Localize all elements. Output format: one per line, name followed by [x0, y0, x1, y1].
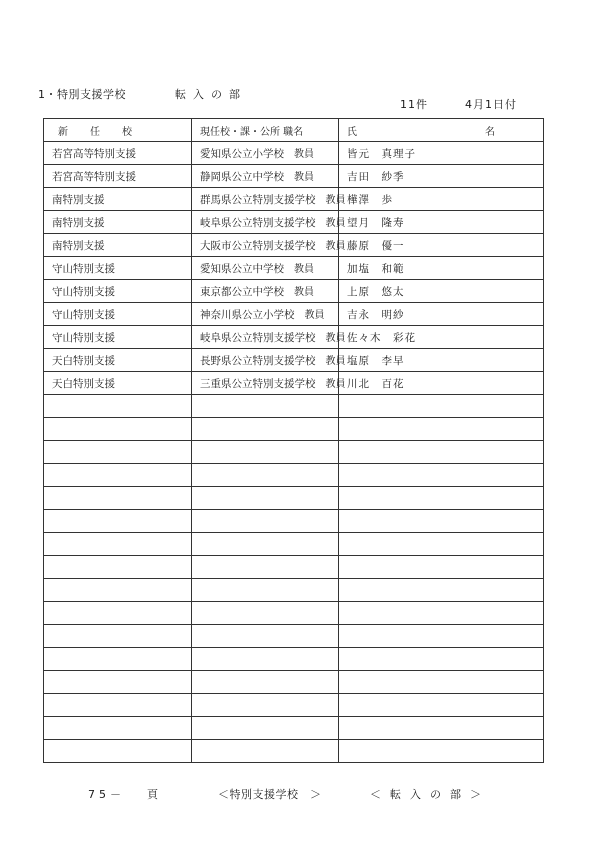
cell-new-school: [44, 441, 192, 464]
cell-current-position: [192, 211, 346, 234]
job-title: 教員: [304, 310, 325, 321]
table-row: [44, 349, 544, 372]
table-row: [44, 280, 544, 303]
cell-new-school: 若宮高等特別支援: [44, 165, 192, 188]
cell-current-position: [192, 740, 339, 763]
cell-name: [339, 487, 544, 510]
cell-name: 藤原 優一: [339, 234, 544, 257]
cell-current-position: [192, 234, 346, 257]
cell-new-school: 守山特別支援: [44, 280, 192, 303]
table-row: [44, 303, 544, 326]
cell-name: 川北 百花: [339, 372, 544, 395]
table-row: [44, 464, 544, 487]
job-title: 教員: [325, 241, 346, 252]
cell-current-position: [192, 280, 339, 303]
cell-current-position: [192, 165, 339, 188]
table-row: [44, 602, 544, 625]
cell-current-position: [192, 510, 339, 533]
cell-name: [339, 533, 544, 556]
cell-name: [339, 740, 544, 763]
cell-new-school: [44, 602, 192, 625]
cell-new-school: [44, 533, 192, 556]
table-row: [44, 671, 544, 694]
table-row: [44, 257, 544, 280]
table-row: [44, 694, 544, 717]
cell-name: [339, 418, 544, 441]
table-row: [44, 625, 544, 648]
table-row: [44, 234, 544, 257]
current-school: 岐阜県公立特別支援学校: [200, 332, 316, 344]
footer-page-number: [88, 786, 162, 802]
cell-name: 吉田 紗季: [339, 165, 544, 188]
cell-name: [339, 464, 544, 487]
cell-new-school: 若宮高等特別支援: [44, 142, 192, 165]
table-row: [44, 142, 544, 165]
section-title: 1・特別支援学校: [38, 88, 126, 101]
effective-date: 4月1日付: [465, 98, 517, 111]
cell-current-position: [192, 671, 339, 694]
current-school: 大阪市公立特別支援学校: [200, 240, 316, 252]
column-header-current-position: 現任校・課・公所 職名: [192, 119, 339, 142]
current-school: 愛知県公立中学校: [200, 263, 284, 275]
cell-current-position: [192, 694, 339, 717]
job-title: 教員: [294, 172, 314, 183]
cell-new-school: [44, 418, 192, 441]
table-row: [44, 717, 544, 740]
cell-new-school: [44, 579, 192, 602]
column-header-name: [339, 119, 544, 142]
cell-name: [339, 694, 544, 717]
table-row: [44, 165, 544, 188]
column-header-new-school: 新任校: [44, 119, 192, 142]
cell-name: 樺澤 歩: [339, 188, 544, 211]
cell-current-position: [192, 142, 339, 165]
cell-current-position: [192, 579, 339, 602]
cell-current-position: [192, 257, 339, 280]
cell-current-position: [192, 602, 339, 625]
current-school: 神奈川県公立小学校: [200, 309, 295, 321]
footer-page-value: 75－: [88, 788, 125, 801]
cell-new-school: 天白特別支援: [44, 349, 192, 372]
cell-name: [339, 717, 544, 740]
current-school: 群馬県公立特別支援学校: [200, 194, 316, 206]
current-school: 愛知県公立小学校: [200, 148, 284, 160]
table-row: [44, 556, 544, 579]
column-header-name-given: 名: [485, 126, 495, 138]
section-subtitle: 転入の部: [175, 88, 247, 101]
cell-current-position: [192, 556, 339, 579]
cell-new-school: [44, 648, 192, 671]
cell-new-school: 天白特別支援: [44, 372, 192, 395]
current-school: 静岡県公立中学校: [200, 171, 284, 183]
table-row: [44, 395, 544, 418]
table-row: [44, 372, 544, 395]
cell-current-position: [192, 372, 346, 395]
cell-current-position: [192, 648, 339, 671]
cell-name: 皆元 真理子: [339, 142, 544, 165]
cell-current-position: [192, 188, 346, 211]
cell-new-school: 守山特別支援: [44, 326, 192, 349]
cell-new-school: [44, 510, 192, 533]
cell-new-school: 南特別支援: [44, 188, 192, 211]
record-count: 11件: [400, 98, 428, 111]
cell-current-position: [192, 441, 339, 464]
cell-name: [339, 671, 544, 694]
cell-new-school: [44, 395, 192, 418]
footer-section-name: ＜転入の部＞: [370, 788, 490, 801]
table-row: [44, 326, 544, 349]
cell-name: 加塩 和範: [339, 257, 544, 280]
cell-current-position: [192, 533, 339, 556]
cell-name: 望月 隆寿: [339, 211, 544, 234]
job-title: 教員: [294, 149, 314, 160]
job-title: 教員: [325, 218, 346, 229]
table-row: [44, 487, 544, 510]
current-school: 長野県公立特別支援学校: [200, 355, 316, 367]
current-school: 三重県公立特別支援学校: [200, 378, 316, 390]
cell-name: [339, 579, 544, 602]
cell-new-school: [44, 740, 192, 763]
job-title: 教員: [325, 379, 346, 390]
cell-name: 吉永 明紗: [339, 303, 544, 326]
footer-school-category: ＜特別支援学校 ＞: [218, 788, 322, 801]
cell-current-position: [192, 625, 339, 648]
cell-name: 塩原 李早: [339, 349, 544, 372]
table-row: [44, 418, 544, 441]
cell-current-position: [192, 349, 346, 372]
cell-current-position: [192, 487, 339, 510]
table-row: [44, 533, 544, 556]
cell-current-position: [192, 418, 339, 441]
cell-new-school: [44, 464, 192, 487]
table-row: [44, 740, 544, 763]
cell-new-school: [44, 625, 192, 648]
table-row: [44, 579, 544, 602]
table-row: [44, 188, 544, 211]
current-school: 東京都公立中学校: [200, 286, 284, 298]
transfer-table: [43, 118, 544, 763]
cell-current-position: [192, 326, 346, 349]
cell-new-school: 南特別支援: [44, 234, 192, 257]
table-header-row: [44, 119, 544, 142]
cell-name: [339, 648, 544, 671]
job-title: 教員: [294, 287, 314, 298]
cell-name: [339, 395, 544, 418]
cell-current-position: [192, 717, 339, 740]
job-title: 教員: [294, 264, 314, 275]
table-row: [44, 441, 544, 464]
cell-new-school: [44, 556, 192, 579]
column-header-name-family: 氏: [347, 126, 357, 138]
cell-new-school: [44, 487, 192, 510]
job-title: 教員: [325, 333, 346, 344]
footer-page-unit: 頁: [147, 788, 162, 801]
cell-name: [339, 441, 544, 464]
cell-name: [339, 556, 544, 579]
cell-new-school: [44, 694, 192, 717]
cell-name: 佐々木 彩花: [339, 326, 544, 349]
table-row: [44, 211, 544, 234]
table-row: [44, 510, 544, 533]
job-title: 教員: [325, 195, 346, 206]
cell-new-school: 南特別支援: [44, 211, 192, 234]
cell-name: 上原 悠太: [339, 280, 544, 303]
cell-new-school: [44, 717, 192, 740]
table-row: [44, 648, 544, 671]
cell-current-position: [192, 395, 339, 418]
cell-current-position: [192, 303, 339, 326]
cell-new-school: 守山特別支援: [44, 303, 192, 326]
cell-current-position: [192, 464, 339, 487]
current-school: 岐阜県公立特別支援学校: [200, 217, 316, 229]
cell-new-school: 守山特別支援: [44, 257, 192, 280]
cell-name: [339, 602, 544, 625]
cell-name: [339, 510, 544, 533]
cell-new-school: [44, 671, 192, 694]
job-title: 教員: [325, 356, 346, 367]
cell-name: [339, 625, 544, 648]
